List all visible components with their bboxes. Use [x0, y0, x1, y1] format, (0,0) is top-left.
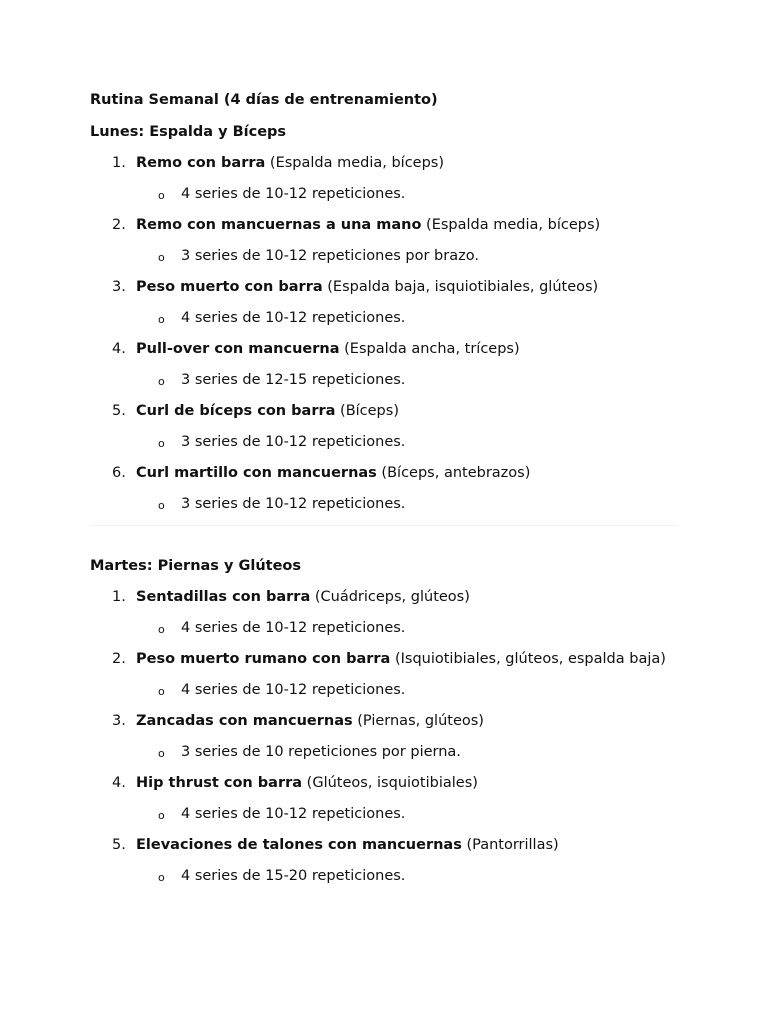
exercise-item [90, 587, 678, 639]
exercise-name: Peso muerto con barra [136, 279, 323, 295]
day-title: Martes: Piernas y Glúteos [90, 558, 302, 574]
exercise-number: 2. [112, 217, 126, 233]
exercise-muscles: (Espalda baja, isquiotibiales, glúteos) [322, 279, 599, 295]
circle-bullet-icon: o [158, 871, 165, 884]
day-section-lunes [90, 122, 678, 515]
detail-text: 3 series de 10-12 repeticiones. [181, 434, 406, 450]
document-title: Rutina Semanal (4 días de entrenamiento) [90, 92, 438, 108]
detail-text: 4 series de 10-12 repeticiones. [181, 682, 406, 698]
exercise-item [90, 711, 678, 763]
exercise-number: 2. [112, 651, 126, 667]
circle-bullet-icon: o [158, 251, 165, 264]
exercise-number: 6. [112, 465, 126, 481]
exercise-muscles: (Glúteos, isquiotibiales) [302, 775, 478, 791]
detail-text: 4 series de 10-12 repeticiones. [181, 620, 406, 636]
exercise-muscles: (Isquiotibiales, glúteos, espalda baja) [390, 651, 666, 667]
exercise-muscles: (Espalda media, bíceps) [265, 155, 445, 171]
exercise-item [90, 649, 678, 701]
exercise-name: Sentadillas con barra [136, 589, 311, 605]
exercise-detail [136, 494, 678, 515]
exercise-detail [136, 246, 678, 267]
exercise-number: 1. [112, 589, 126, 605]
exercise-item [90, 773, 678, 825]
exercise-item [90, 835, 678, 887]
circle-bullet-icon: o [158, 747, 165, 760]
exercise-name: Elevaciones de talones con mancuernas [136, 837, 462, 853]
exercise-number: 4. [112, 775, 126, 791]
exercise-muscles: (Piernas, glúteos) [352, 713, 484, 729]
exercise-name: Remo con barra [136, 155, 266, 171]
exercise-detail [136, 184, 678, 205]
exercise-detail [136, 804, 678, 825]
day-section-martes [90, 556, 678, 887]
exercise-item [90, 463, 678, 515]
circle-bullet-icon: o [158, 809, 165, 822]
exercise-name: Remo con mancuernas a una mano [136, 217, 422, 233]
detail-text: 4 series de 10-12 repeticiones. [181, 310, 406, 326]
exercise-item [90, 401, 678, 453]
day-title: Lunes: Espalda y Bíceps [90, 124, 287, 140]
exercise-muscles: (Espalda media, bíceps) [421, 217, 601, 233]
exercise-number: 4. [112, 341, 126, 357]
exercise-item [90, 153, 678, 205]
exercise-muscles: (Bíceps, antebrazos) [376, 465, 531, 481]
exercise-muscles: (Cuádriceps, glúteos) [310, 589, 470, 605]
exercise-item [90, 339, 678, 391]
circle-bullet-icon: o [158, 189, 165, 202]
detail-text: 3 series de 12-15 repeticiones. [181, 372, 406, 388]
exercise-name: Hip thrust con barra [136, 775, 303, 791]
exercise-name: Zancadas con mancuernas [136, 713, 353, 729]
circle-bullet-icon: o [158, 437, 165, 450]
exercise-list [90, 587, 678, 887]
circle-bullet-icon: o [158, 623, 165, 636]
exercise-number: 3. [112, 713, 126, 729]
exercise-detail [136, 370, 678, 391]
section-divider [90, 525, 678, 526]
exercise-number: 5. [112, 837, 126, 853]
exercise-detail [136, 742, 678, 763]
exercise-detail [136, 680, 678, 701]
exercise-detail [136, 308, 678, 329]
exercise-detail [136, 618, 678, 639]
exercise-list [90, 153, 678, 515]
detail-text: 4 series de 10-12 repeticiones. [181, 186, 406, 202]
exercise-name: Curl de bíceps con barra [136, 403, 336, 419]
exercise-muscles: (Bíceps) [335, 403, 399, 419]
exercise-item [90, 215, 678, 267]
exercise-item [90, 277, 678, 329]
circle-bullet-icon: o [158, 313, 165, 326]
exercise-name: Curl martillo con mancuernas [136, 465, 377, 481]
exercise-number: 1. [112, 155, 126, 171]
exercise-name: Peso muerto rumano con barra [136, 651, 391, 667]
exercise-muscles: (Pantorrillas) [461, 837, 559, 853]
detail-text: 3 series de 10-12 repeticiones. [181, 496, 406, 512]
circle-bullet-icon: o [158, 499, 165, 512]
detail-text: 3 series de 10 repeticiones por pierna. [181, 744, 461, 760]
document-page [90, 90, 678, 897]
circle-bullet-icon: o [158, 375, 165, 388]
exercise-muscles: (Espalda ancha, tríceps) [339, 341, 520, 357]
detail-text: 4 series de 10-12 repeticiones. [181, 806, 406, 822]
exercise-name: Pull-over con mancuerna [136, 341, 340, 357]
detail-text: 4 series de 15-20 repeticiones. [181, 868, 406, 884]
detail-text: 3 series de 10-12 repeticiones por brazo. [181, 248, 479, 264]
circle-bullet-icon: o [158, 685, 165, 698]
exercise-number: 5. [112, 403, 126, 419]
exercise-detail [136, 432, 678, 453]
exercise-number: 3. [112, 279, 126, 295]
exercise-detail [136, 866, 678, 887]
